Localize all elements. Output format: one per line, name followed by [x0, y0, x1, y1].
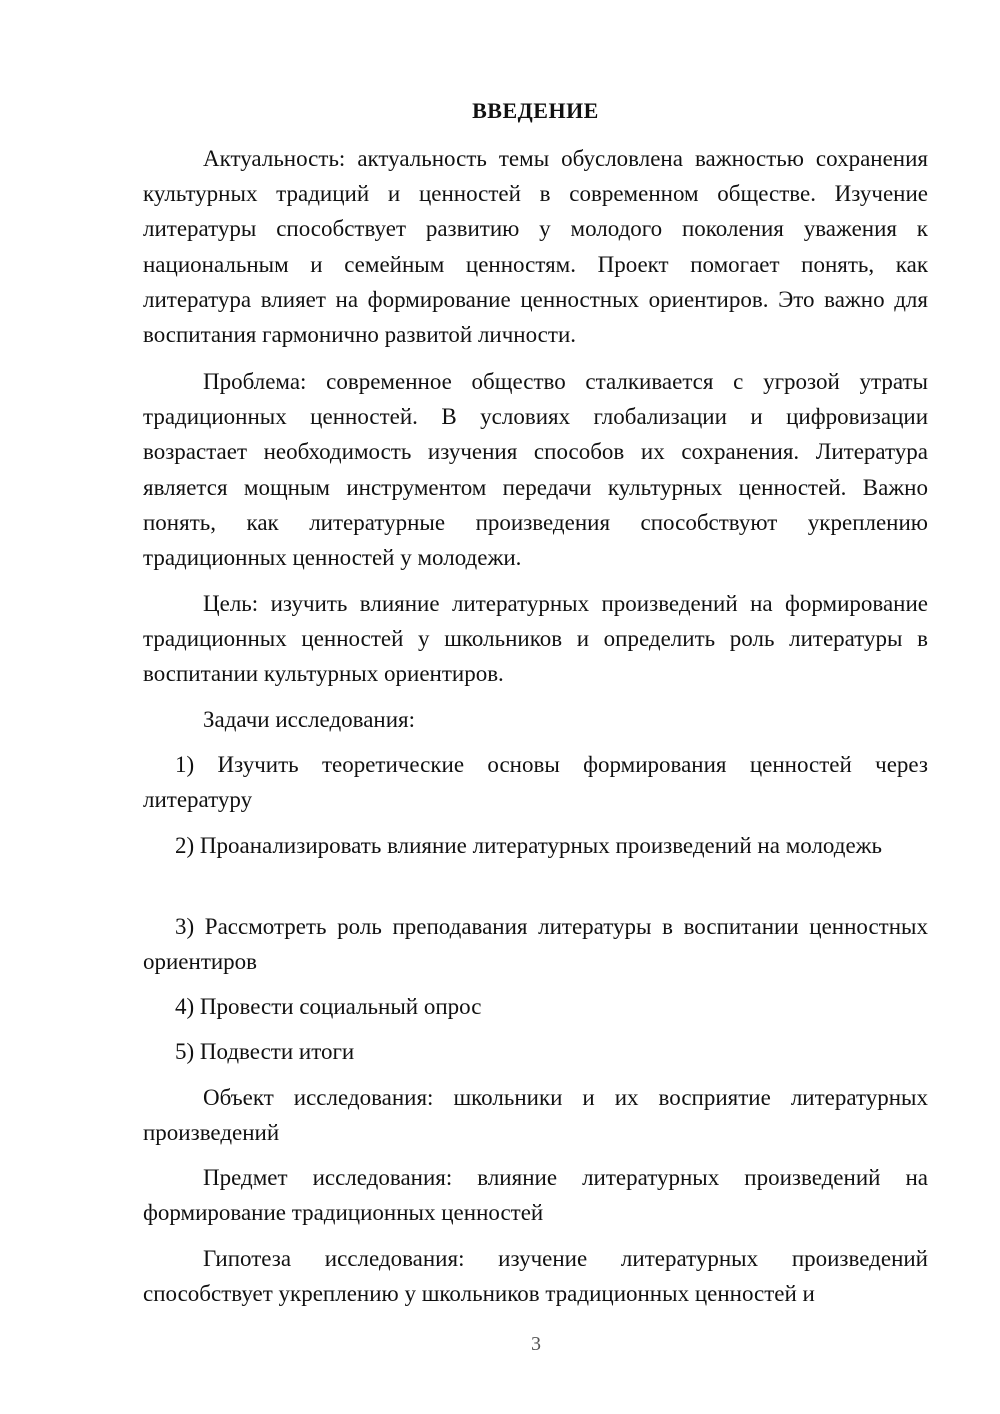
tasks-heading: Задачи исследования: [203, 707, 416, 732]
task-item: 5) Подвести итоги [175, 1039, 355, 1064]
paragraph-relevance: Актуальность: актуальность темы обусловлена важностью сохранения культурных традиций и ценностей в современном обществе. Изучение литературы способствует развитию у молодого поколения уважения к национальным и семейным ценностям. Проект помогает понять, как литература влияет на формирование ценностных ориентиров. Это важно для воспитания гармонично развитой личности. [143, 146, 928, 348]
task-item: 1) Изучить теоретические основы формирования ценностей через литературу [143, 752, 928, 813]
paragraph-problem: Проблема: современное общество сталкивается с угрозой утраты традиционных ценностей. В условиях глобализации и цифровизации возрастает необходимость изучения способов их сохранения. Литература является мощным инструментом передачи культурных ценностей. Важно понять, как литературные произведения способствуют укреплению традиционных ценностей у молодежи. [143, 369, 928, 571]
paragraph-goal: Цель: изучить влияние литературных произведений на формирование традиционных ценностей у школьников и определить роль литературы в воспитании культурных ориентиров. [143, 591, 928, 687]
page-number: 3 [531, 1333, 541, 1355]
paragraph-hypothesis: Гипотеза исследования: изучение литературных произведений способствует укреплению у школьников традиционных ценностей и [143, 1246, 928, 1307]
task-item: 3) Рассмотреть роль преподавания литературы в воспитании ценностных ориентиров [143, 914, 928, 975]
paragraph-subject: Предмет исследования: влияние литературных произведений на формирование традиционных ценностей [143, 1165, 928, 1226]
task-item: 4) Провести социальный опрос [175, 994, 482, 1019]
task-item: 2) Проанализировать влияние литературных произведений на молодежь [175, 833, 883, 858]
section-title: ВВЕДЕНИЕ [472, 98, 599, 123]
paragraph-object: Объект исследования: школьники и их восприятие литературных произведений [143, 1085, 928, 1146]
